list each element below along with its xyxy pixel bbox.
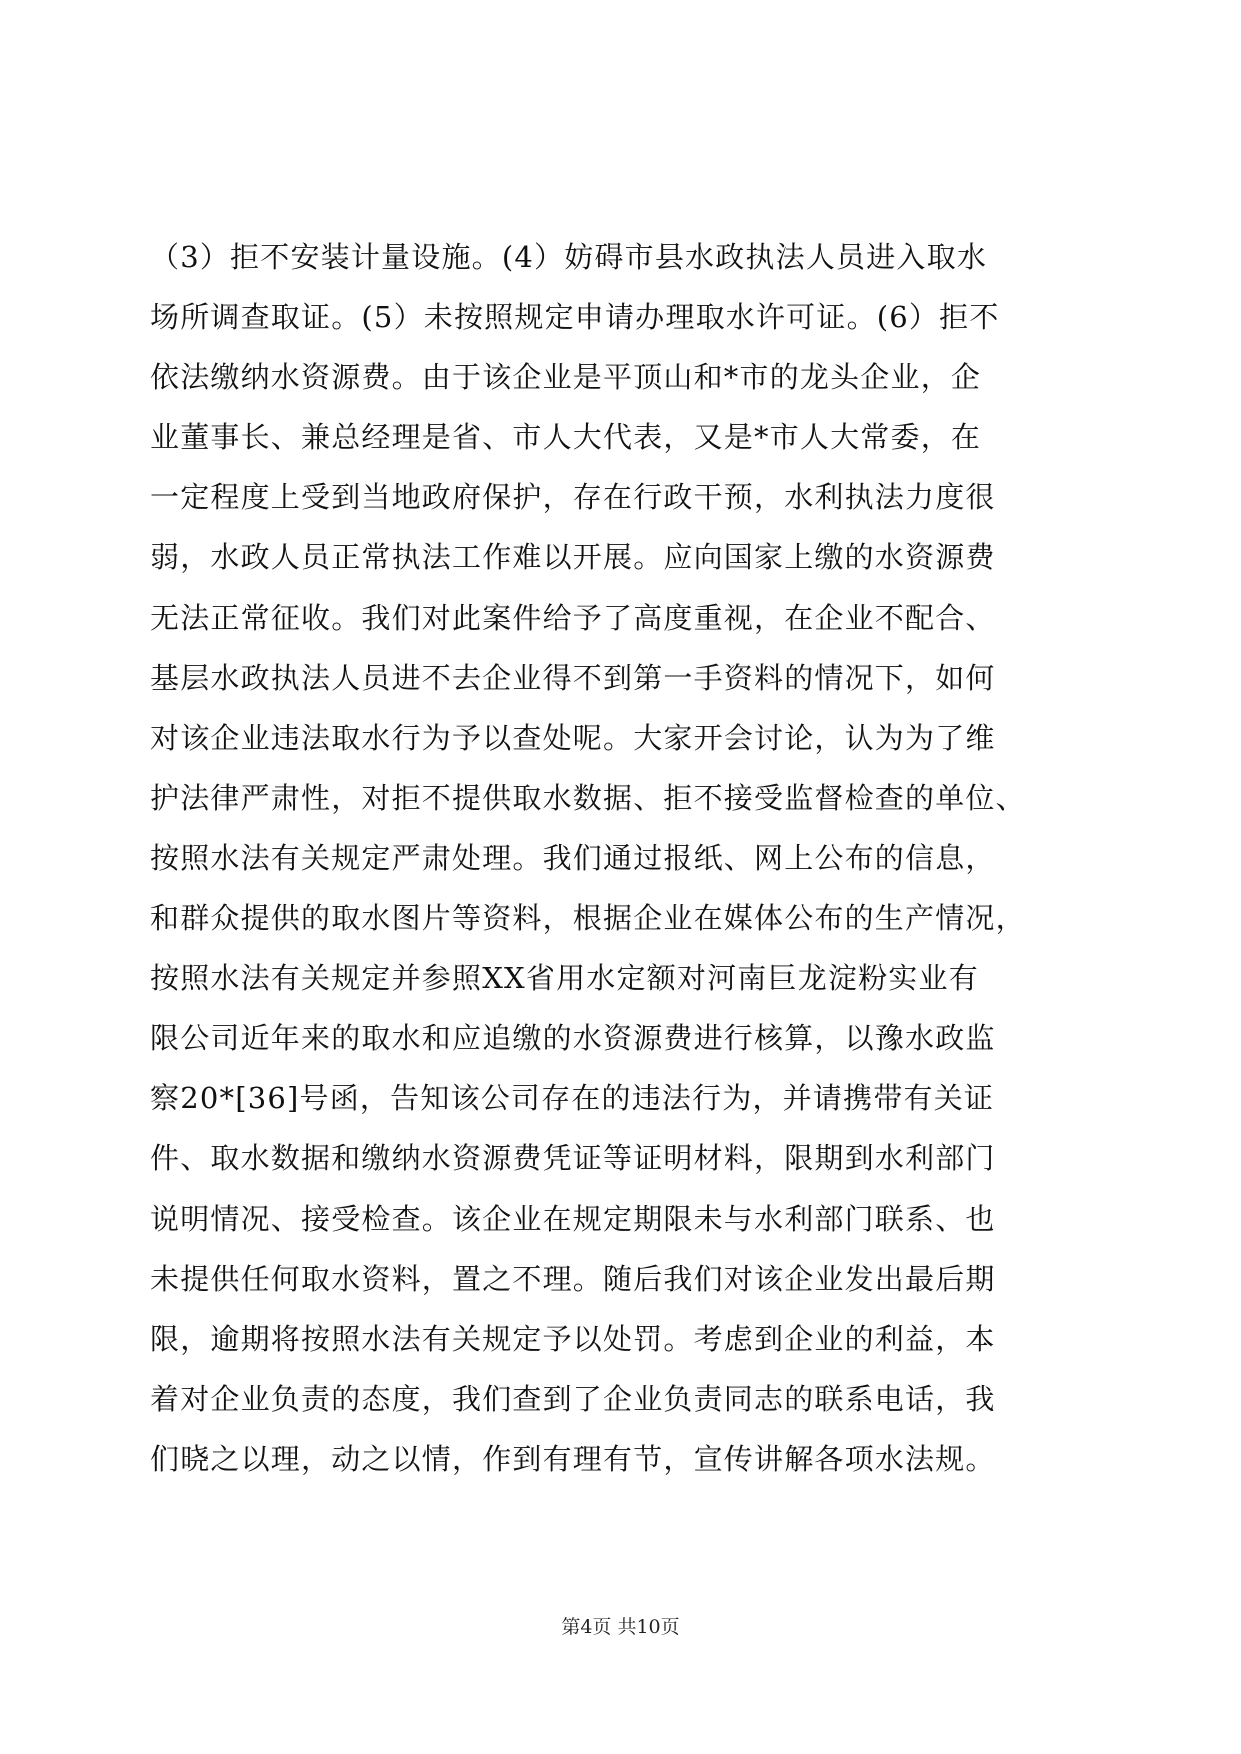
text-line: 一定程度上受到当地政府保护，存在行政干预，水利执法力度很: [150, 480, 996, 515]
text-line: 无法正常征收。我们对此案件给予了高度重视，在企业不配合、: [150, 600, 996, 635]
text-line: 未提供任何取水资料，置之不理。随后我们对该企业发出最后期: [150, 1261, 996, 1296]
text-line: 对该企业违法取水行为予以查处呢。大家开会讨论，认为为了维: [150, 720, 996, 755]
text-line: 按照水法有关规定并参照XX省用水定额对河南巨龙淀粉实业有: [150, 961, 979, 996]
text-line: 察20*[36]号函，告知该公司存在的违法行为，并请携带有关证: [150, 1081, 995, 1116]
text-line: 护法律严肃性，对拒不提供取水数据、拒不接受监督检查的单位、: [150, 780, 1026, 815]
text-line: 件、取水数据和缴纳水资源费凭证等证明材料，限期到水利部门: [150, 1141, 996, 1176]
text-line: 说明情况、接受检查。该企业在规定期限未与水利部门联系、也: [150, 1201, 996, 1236]
text-line: 限，逾期将按照水法有关规定予以处罚。考虑到企业的利益，本: [150, 1321, 996, 1356]
text-line: 和群众提供的取水图片等资料，根据企业在媒体公布的生产情况，: [150, 901, 1026, 936]
text-line: 们晓之以理，动之以情，作到有理有节，宣传讲解各项水法规。: [150, 1441, 996, 1476]
text-line: 业董事长、兼总经理是省、市人大代表，又是*市人大常委，在: [150, 420, 982, 455]
text-line: 弱，水政人员正常执法工作难以开展。应向国家上缴的水资源费: [150, 540, 996, 575]
page-number-footer: 第4页 共10页: [561, 1616, 680, 1638]
text-line: 着对企业负责的态度，我们查到了企业负责同志的联系电话，我: [150, 1381, 996, 1416]
text-line: 限公司近年来的取水和应追缴的水资源费进行核算，以豫水政监: [150, 1021, 996, 1056]
text-line: （3）拒不安装计量设施。(4）妨碍市县水政执法人员进入取水: [150, 240, 988, 274]
text-line: 场所调查取证。(5）未按照规定申请办理取水许可证。(6）拒不: [150, 300, 1000, 335]
text-line: 基层水政执法人员进不去企业得不到第一手资料的情况下，如何: [150, 660, 996, 695]
text-line: 依法缴纳水资源费。由于该企业是平顶山和*市的龙头企业，企: [150, 360, 982, 395]
text-line: 按照水法有关规定严肃处理。我们通过报纸、网上公布的信息，: [150, 840, 996, 875]
body-text: [150, 227, 1110, 1489]
